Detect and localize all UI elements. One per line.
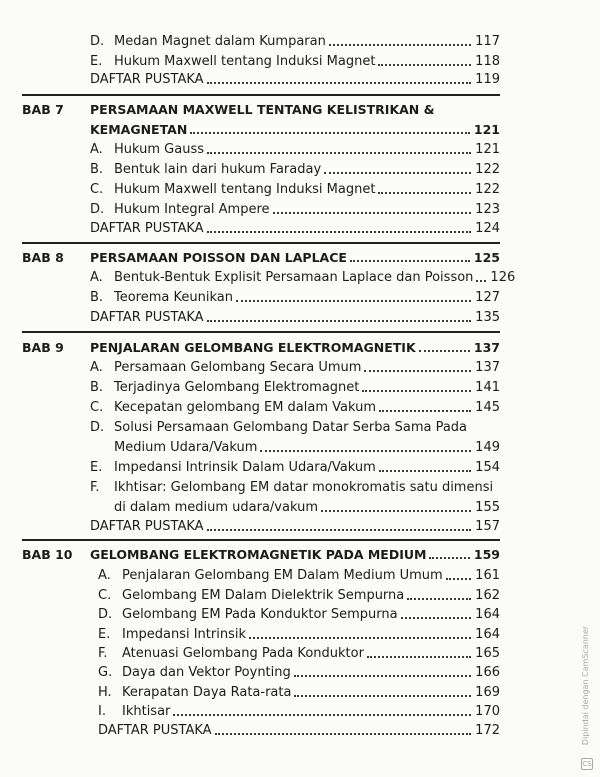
dot-leader <box>407 598 471 600</box>
toc-daftar-pustaka <box>90 306 500 326</box>
entry-title: Solusi Persamaan Gelombang Datar Serba Sama Pada <box>114 420 468 435</box>
dot-leader <box>401 617 472 619</box>
chapter-label: BAB 8 <box>22 250 64 265</box>
entry-letter: A. <box>98 568 111 583</box>
dot-leader <box>207 82 472 84</box>
entry-page: 119 <box>475 72 500 87</box>
entry-letter: B. <box>90 380 104 395</box>
entry-title: DAFTAR PUSTAKA <box>90 519 204 534</box>
toc-entry <box>98 623 500 643</box>
entry-title: Bentuk lain dari hukum Faraday <box>114 162 322 177</box>
toc-entry <box>98 564 500 584</box>
entry-title: Kerapatan Daya Rata-rata <box>122 685 292 700</box>
dot-leader <box>419 350 470 352</box>
toc-entry <box>90 178 500 198</box>
dot-leader <box>362 390 471 392</box>
entry-page: 164 <box>475 607 500 622</box>
entry-letter: F. <box>98 646 108 661</box>
toc-entry <box>90 456 500 476</box>
dot-leader <box>173 714 471 716</box>
toc-entry <box>98 681 500 701</box>
dot-leader <box>249 637 471 639</box>
chapter-heading <box>90 336 500 356</box>
dot-leader <box>273 212 472 214</box>
entry-title: Terjadinya Gelombang Elektromagnet <box>114 380 360 395</box>
entry-title: Impedansi Intrinsik <box>122 627 247 642</box>
dot-leader <box>260 450 471 452</box>
dot-leader <box>429 557 469 559</box>
entry-page: 165 <box>475 646 500 661</box>
dot-leader <box>378 64 471 66</box>
chapter-label: BAB 7 <box>22 102 64 117</box>
entry-letter: E. <box>90 460 103 475</box>
entry-title: Bentuk-Bentuk Explisit Persamaan Laplace dan Poisson <box>114 270 474 285</box>
chapter-title: GELOMBANG ELEKTROMAGNETIK PADA MEDIUM <box>90 547 427 562</box>
chapter-page: 137 <box>473 340 500 355</box>
dot-leader <box>207 320 472 322</box>
dot-leader <box>294 695 471 697</box>
entry-letter: A. <box>90 142 103 157</box>
toc-entry <box>98 661 500 681</box>
dot-leader <box>215 733 472 735</box>
entry-letter: A. <box>90 270 103 285</box>
entry-title: Hukum Maxwell tentang Induksi Magnet <box>114 182 376 197</box>
dot-leader <box>329 44 471 46</box>
entry-title: DAFTAR PUSTAKA <box>90 310 204 325</box>
entry-letter: C. <box>90 400 104 415</box>
entry-page: 127 <box>475 290 500 305</box>
dot-leader <box>190 132 470 134</box>
chapter-title: PERSAMAAN POISSON DAN LAPLACE <box>90 250 347 265</box>
dot-leader <box>207 231 472 233</box>
toc-entry-continuation <box>114 436 500 456</box>
toc-entry <box>90 30 500 50</box>
toc-entry <box>90 416 500 436</box>
toc-entry <box>98 603 500 623</box>
entry-page: 137 <box>475 360 500 375</box>
entry-title: DAFTAR PUSTAKA <box>90 221 204 236</box>
entry-page: 166 <box>475 665 500 680</box>
section-divider <box>22 331 500 333</box>
entry-letter: D. <box>98 607 113 622</box>
toc-entry-continuation <box>114 496 500 516</box>
entry-page: 121 <box>475 142 500 157</box>
chapter-page: 125 <box>473 250 500 265</box>
entry-page: 126 <box>490 270 516 285</box>
entry-page: 123 <box>475 202 500 217</box>
entry-page: 117 <box>475 34 500 49</box>
entry-page: 122 <box>475 162 500 177</box>
chapter-title: PERSAMAAN MAXWELL TENTANG KELISTRIKAN & <box>90 102 435 117</box>
entry-letter: A. <box>90 360 103 375</box>
entry-title: Hukum Gauss <box>114 142 205 157</box>
dot-leader <box>236 300 471 302</box>
entry-letter: G. <box>98 665 113 680</box>
chapter-heading <box>90 246 500 266</box>
toc-entry <box>90 476 500 496</box>
entry-page: 118 <box>475 54 500 69</box>
chapter-title: KEMAGNETAN <box>90 122 188 137</box>
entry-title: Penjalaran Gelombang EM Dalam Medium Umum <box>122 568 443 583</box>
entry-page: 161 <box>475 568 500 583</box>
watermark-text: Dipindai dengan CamScanner <box>581 625 591 745</box>
entry-page: 135 <box>475 310 500 325</box>
entry-page: 154 <box>475 460 500 475</box>
chapter-label: BAB 10 <box>22 547 73 562</box>
entry-page: 155 <box>475 500 500 515</box>
toc-entry <box>98 642 500 662</box>
scanner-watermark <box>578 600 594 770</box>
entry-title: DAFTAR PUSTAKA <box>90 72 204 87</box>
entry-page: 157 <box>475 519 500 534</box>
entry-letter: B. <box>90 290 104 305</box>
entry-title-continued: Medium Udara/Vakum <box>114 440 258 455</box>
entry-page: 170 <box>475 704 500 719</box>
entry-title: Gelombang EM Dalam Dielektrik Sempurna <box>122 588 405 603</box>
dot-leader <box>378 192 471 194</box>
toc-entry <box>90 376 500 396</box>
entry-page: 172 <box>475 723 500 738</box>
entry-letter: F. <box>90 480 100 495</box>
toc-daftar-pustaka <box>90 68 500 88</box>
entry-title-continued: di dalam medium udara/vakum <box>114 500 318 515</box>
dot-leader <box>207 529 472 531</box>
chapter-page: 159 <box>473 547 500 562</box>
dot-leader <box>476 280 486 282</box>
toc-entry <box>90 396 500 416</box>
entry-title: Hukum Maxwell tentang Induksi Magnet <box>114 54 376 69</box>
entry-letter: C. <box>98 588 112 603</box>
dot-leader <box>379 410 471 412</box>
entry-title: Atenuasi Gelombang Pada Konduktor <box>122 646 364 661</box>
entry-letter: D. <box>90 420 105 435</box>
toc-entry <box>90 286 500 306</box>
section-divider <box>22 539 500 541</box>
entry-title: Ikhtisar: Gelombang EM datar monokromatis satu dimensi <box>114 480 494 495</box>
dot-leader <box>367 656 471 658</box>
entry-title: Gelombang EM Pada Konduktor Sempurna <box>122 607 398 622</box>
entry-page: 164 <box>475 627 500 642</box>
section-divider <box>22 242 500 244</box>
toc-entry <box>90 158 500 178</box>
entry-page: 141 <box>475 380 500 395</box>
dot-leader <box>321 510 471 512</box>
toc-entry <box>90 356 500 376</box>
entry-title: DAFTAR PUSTAKA <box>98 723 212 738</box>
toc-entry <box>90 198 500 218</box>
entry-title: Kecepatan gelombang EM dalam Vakum <box>114 400 377 415</box>
entry-title: Medan Magnet dalam Kumparan <box>114 34 326 49</box>
dot-leader <box>350 260 470 262</box>
entry-title: Hukum Integral Ampere <box>114 202 270 217</box>
dot-leader <box>294 675 471 677</box>
entry-title: Ikhtisar <box>122 704 171 719</box>
toc-entry <box>90 138 500 158</box>
chapter-title: PENJALARAN GELOMBANG ELEKTROMAGNETIK <box>90 340 416 355</box>
chapter-label: BAB 9 <box>22 340 64 355</box>
entry-letter: B. <box>90 162 104 177</box>
toc-daftar-pustaka <box>90 217 500 237</box>
entry-letter: I. <box>98 704 106 719</box>
toc-daftar-pustaka <box>90 515 500 535</box>
entry-title: Persamaan Gelombang Secara Umum <box>114 360 362 375</box>
section-divider <box>22 94 500 96</box>
toc-daftar-pustaka <box>98 719 500 739</box>
chapter-heading <box>90 543 500 563</box>
entry-page: 122 <box>475 182 500 197</box>
chapter-heading <box>90 118 500 138</box>
entry-page: 149 <box>475 440 500 455</box>
camscanner-icon: CS <box>582 760 592 768</box>
dot-leader <box>364 370 471 372</box>
entry-letter: D. <box>90 202 105 217</box>
entry-page: 162 <box>475 588 500 603</box>
entry-title: Impedansi Intrinsik Dalam Udara/Vakum <box>114 460 376 475</box>
chapter-page: 121 <box>473 122 500 137</box>
toc-entry <box>98 584 500 604</box>
toc-entry <box>90 50 500 70</box>
entry-title: Daya dan Vektor Poynting <box>122 665 291 680</box>
dot-leader <box>446 578 471 580</box>
entry-title: Teorema Keunikan <box>114 290 233 305</box>
toc-entry <box>90 266 516 286</box>
entry-letter: E. <box>98 627 111 642</box>
entry-letter: H. <box>98 685 112 700</box>
entry-page: 169 <box>475 685 500 700</box>
entry-letter: E. <box>90 54 103 69</box>
entry-letter: D. <box>90 34 105 49</box>
dot-leader <box>324 172 471 174</box>
entry-page: 124 <box>475 221 500 236</box>
entry-page: 145 <box>475 400 500 415</box>
dot-leader <box>379 470 471 472</box>
toc-entry <box>98 700 500 720</box>
entry-letter: C. <box>90 182 104 197</box>
dot-leader <box>207 152 471 154</box>
